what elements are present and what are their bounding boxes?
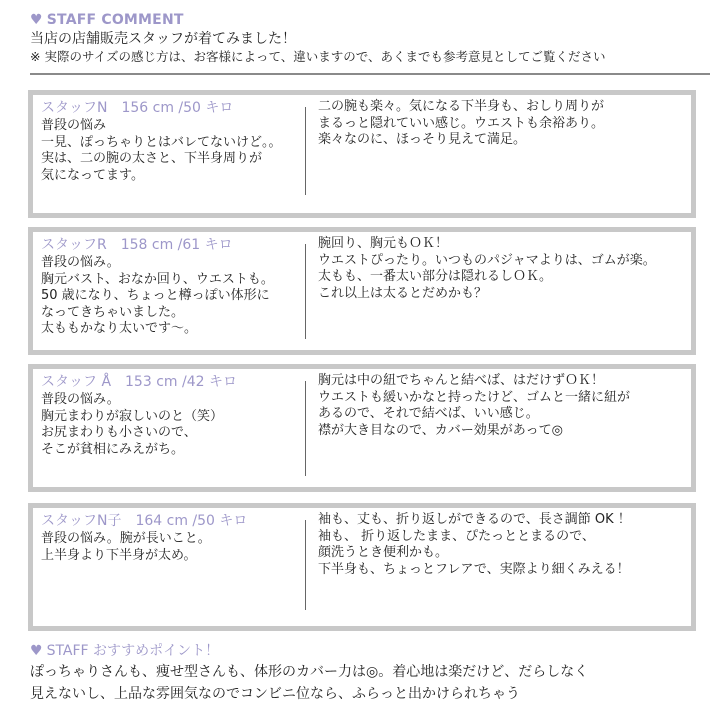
review-line: 顔洗うとき便利かも。 xyxy=(318,545,449,561)
concern-line: 普段の悩み。 xyxy=(41,392,120,407)
section-title-text: STAFF COMMENT xyxy=(46,12,184,28)
staff-profile xyxy=(41,236,311,338)
review-line: 下半身も、ちょっとフレアで、実際より細くみえる！ xyxy=(318,561,630,577)
section-title xyxy=(30,12,710,28)
concern-line: 一見、ぽっちゃりとはバレてないけど。。 xyxy=(41,134,282,150)
staff-profile xyxy=(41,512,311,564)
review-line: 胸元は中の紐でちゃんと結べば、はだけずＯＫ！ xyxy=(318,373,605,388)
heart-icon: ♥ xyxy=(30,643,43,659)
concern-line: なってきちゃいました。 xyxy=(41,304,185,320)
concern-line: 50 歳になり、ちょっと樽っぽい体形に xyxy=(41,288,270,304)
review-line: ウエストも緩いかなと持ったけど、ゴムと一緒に紐が xyxy=(318,389,631,405)
recommend-title xyxy=(30,640,710,660)
concern-line: 実は、二の腕の太さと、下半身周りが xyxy=(41,151,263,167)
staff-review xyxy=(318,373,688,439)
staff-card-nko xyxy=(28,503,696,631)
concern-line: 普段の悩み xyxy=(41,118,107,133)
staff-profile xyxy=(41,373,311,458)
concern-line: 上半身より下半身が太め。 xyxy=(41,547,197,563)
recommend-line: 見えないし、上品な雰囲気なのでコンビニ位なら、ふらっと出かけられちゃう xyxy=(30,686,520,702)
review-line: 二の腕も楽々。気になる下半身も、おしり周りが xyxy=(318,99,605,114)
concern-line: 胸元まわりが寂しいのと（笑） xyxy=(41,408,224,424)
review-line: あるので、それで結べば、いい感じ。 xyxy=(318,406,539,422)
staff-name: スタッフ Å 153 cm /42 キロ xyxy=(41,374,237,390)
staff-card-r xyxy=(28,227,696,355)
concern-line: そこが貧相にみえがち。 xyxy=(41,441,185,457)
review-line: 楽々なのに、ほっそり見えて満足。 xyxy=(318,132,527,148)
recommend-line: ぽっちゃりさんも、痩せ型さんも、体形のカバー力は◎。着心地は楽だけど、だらしなく xyxy=(30,664,589,680)
intro-text: 当店の店舗販売スタッフが着てみました！ xyxy=(30,31,296,47)
recommend-title-text: STAFF おすすめポイント！ xyxy=(46,643,220,659)
heart-icon: ♥ xyxy=(30,12,43,28)
staff-comment-header xyxy=(30,12,710,65)
review-line: 襟が大き目なので、カバー効果があって◎ xyxy=(318,422,563,438)
review-line: これ以上は太るとだめかも？ xyxy=(318,285,488,301)
card-divider xyxy=(305,520,306,610)
concern-line: 普段の悩み。 xyxy=(41,255,120,270)
review-line: 太もも、一番太い部分は隠れるしＯＫ。 xyxy=(318,269,553,285)
staff-card-a xyxy=(28,364,696,492)
card-divider xyxy=(305,107,306,195)
concern-line: 気になってます。 xyxy=(41,167,144,183)
review-line: 袖も、丈も、折り返しができるので、長さ調節 OK ！ xyxy=(318,512,631,527)
concern-line: 胸元バスト、おなか回り、ウエストも。 xyxy=(41,271,274,287)
concern-line: 太ももかなり太いです〜。 xyxy=(41,321,198,337)
concern-line: 普段の悩み。腕が長いこと。 xyxy=(41,531,211,546)
staff-review xyxy=(318,512,688,578)
review-line: まるっと隠れていい感じ。ウエストも余裕あり。 xyxy=(318,115,605,131)
card-divider xyxy=(305,244,306,339)
staff-name: スタッフR 158 cm /61 キロ xyxy=(41,237,233,253)
staff-review xyxy=(318,99,688,149)
recommend-section xyxy=(30,640,710,704)
header-divider xyxy=(30,73,710,75)
concern-line: お尻まわりも小さいので、 xyxy=(41,425,197,441)
size-note: ※ 実際のサイズの感じ方は、お客様によって、違いますので、あくまでも参考意見としてご覧ください xyxy=(30,49,606,64)
staff-name: スタッフN 156 cm /50 キロ xyxy=(41,100,234,116)
review-line: 腕回り、胸元もＯＫ！ xyxy=(318,236,449,251)
staff-name: スタッフN子 164 cm /50 キロ xyxy=(41,513,248,529)
staff-card-n xyxy=(28,90,696,218)
review-line: 袖も、 折り返したまま、ぴたっととまるので、 xyxy=(318,528,595,544)
review-line: ウエストぴったり。いつものパジャマよりは、ゴムが楽。 xyxy=(318,252,656,268)
card-divider xyxy=(305,381,306,476)
staff-review xyxy=(318,236,688,302)
staff-profile xyxy=(41,99,311,184)
